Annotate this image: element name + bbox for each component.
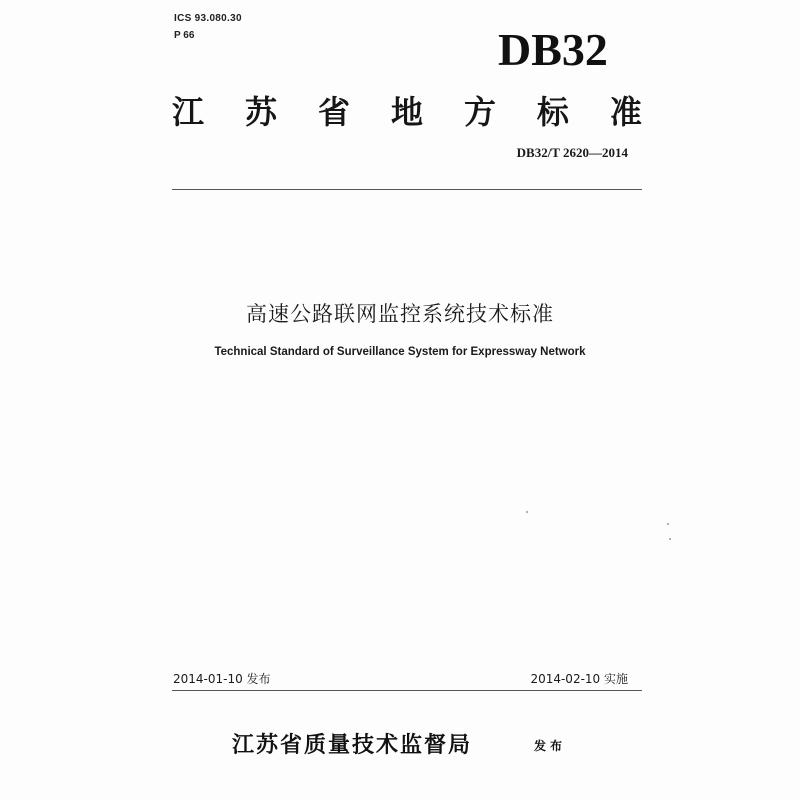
heading-char: 省 [317,93,350,131]
paper-speck [669,538,671,540]
bottom-divider [172,690,642,691]
heading-char: 标 [536,93,569,131]
provincial-standard-heading [172,92,642,132]
implementation-date: 2014-02-10 实施 [530,672,628,686]
issuing-authority-suffix: 发布 [534,739,567,753]
heading-char: 地 [390,93,423,131]
chinese-title: 高速公路联网监控系统技术标准 [246,302,554,326]
heading-char: 准 [609,93,642,131]
heading-char: 苏 [244,93,277,131]
classification-code: P 66 [174,30,195,41]
issue-date: 2014-01-10 发布 [173,672,271,686]
heading-char: 方 [463,93,496,131]
ics-code: ICS 93.080.30 [174,13,242,24]
english-title: Technical Standard of Surveillance System for Expressway Network [214,346,586,358]
paper-speck [526,511,528,513]
paper-speck [667,523,669,525]
issuing-authority: 江苏省质量技术监督局 [232,732,473,758]
heading-char: 江 [172,93,205,131]
top-divider [172,189,642,190]
standard-number: DB32/T 2620—2014 [516,145,628,160]
db-logo: DB32 [498,24,608,75]
